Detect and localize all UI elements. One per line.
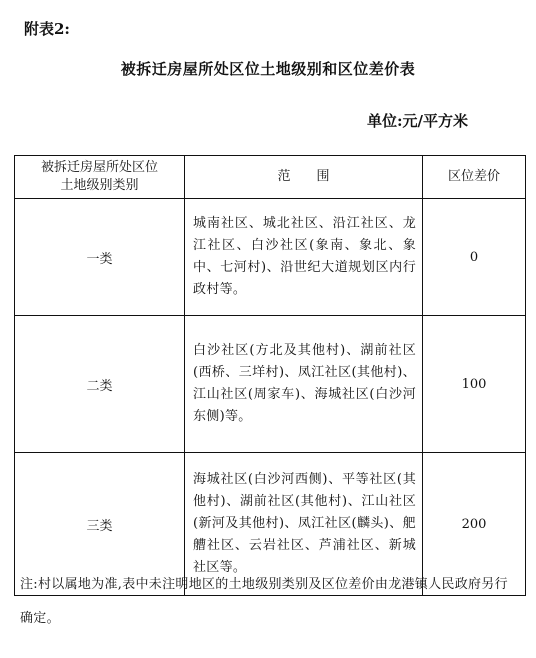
land-level-table: [14, 155, 526, 596]
header-range: 范 围: [185, 156, 423, 199]
header-difference: 区位差价: [423, 156, 526, 199]
row-category: 一类: [15, 199, 185, 316]
header-category-line1: 被拆迁房屋所处区位: [40, 160, 158, 175]
header-category: [15, 156, 185, 199]
row-range: 城南社区、城北社区、沿江社区、龙江社区、白沙社区(象南、象北、象中、七河村)、沿世纪大道规划区内行政村等。: [185, 199, 423, 316]
row-range: 海城社区(白沙河西侧)、平等社区(其他村)、湖前社区(其他村)、江山社区(新河及其他村)、凤江社区(麟头)、舥艚社区、云岩社区、芦浦社区、新城社区等。: [185, 453, 423, 596]
row-difference: 0: [423, 199, 526, 316]
row-category: 三类: [15, 453, 185, 596]
header-category-line2: 土地级别类别: [60, 178, 139, 193]
row-difference: 200: [423, 453, 526, 596]
footnote: 注:村以属地为准,表中未注明地区的土地级别类别及区位差价由龙港镇人民政府另行确定。: [20, 577, 508, 626]
table-row: [15, 316, 526, 453]
page-title: 被拆迁房屋所处区位土地级别和区位差价表: [120, 60, 416, 78]
unit-label: 单位:元/平方米: [366, 112, 468, 130]
row-category: 二类: [15, 316, 185, 453]
table-header-row: [15, 156, 526, 199]
appendix-label: 附表2:: [24, 20, 70, 38]
row-range: 白沙社区(方北及其他村)、湖前社区(西桥、三垟村)、凤江社区(其他村)、江山社区(周家车)、海城社区(白沙河东侧)等。: [185, 316, 423, 453]
table-row: [15, 199, 526, 316]
row-difference: 100: [423, 316, 526, 453]
